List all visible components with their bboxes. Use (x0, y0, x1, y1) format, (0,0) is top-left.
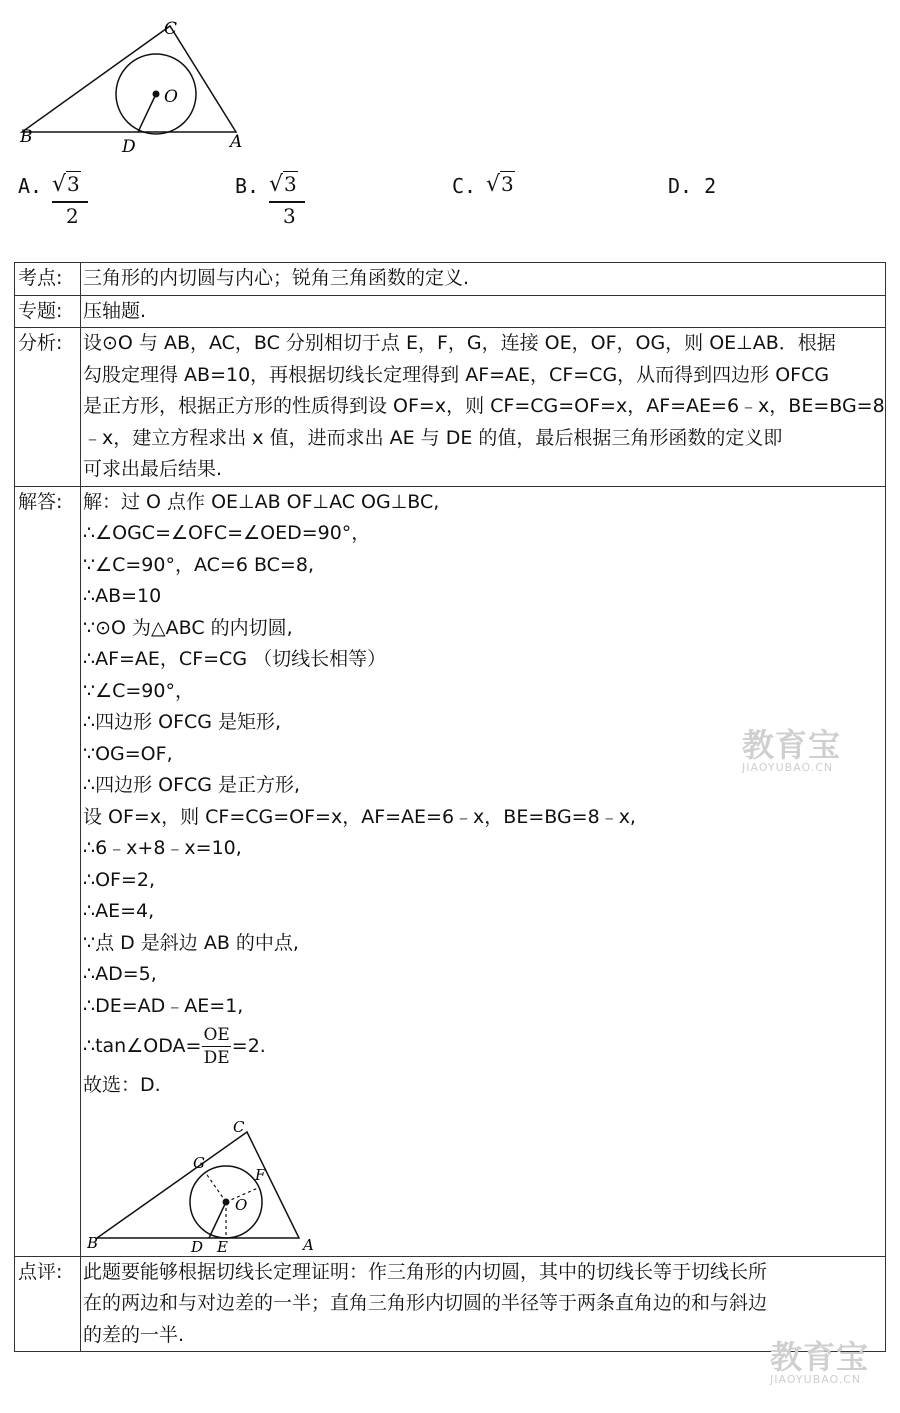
jieda-line: ∵⊙O 为△ABC 的内切圆, (83, 616, 293, 639)
header-jieda: 解答: (15, 486, 81, 1256)
choice-d-value: 2 (704, 174, 717, 198)
dianping-line: 在的两边和与对边差的一半；直角三角形内切圆的半径等于两条直角边的和与斜边 (83, 1292, 768, 1314)
choice-d-label: D. (668, 174, 693, 198)
label-d: D (122, 137, 136, 154)
choose-answer: 故选：D. (83, 1074, 161, 1096)
jieda-line: ∴∠OGC=∠OFC=∠OED=90°， (83, 522, 371, 544)
choice-b-denominator: 3 (283, 204, 296, 228)
jieda-line: ∴AE=4, (83, 900, 155, 922)
zhuanti-text: 压轴题. (83, 299, 147, 322)
fenxi-line: 是正方形，根据正方形的性质得到设 OF=x，则 CF=CG=OF=x，AF=AE=6﹣x，BE=BG=8 (83, 395, 885, 417)
fig2-label-a: A (303, 1235, 314, 1254)
choice-a-label: A. (18, 174, 43, 198)
choice-c-label: C. (452, 174, 477, 198)
header-fenxi: 分析: (15, 328, 81, 487)
fig2-label-f: F (255, 1165, 266, 1184)
jieda-line: ∴OF=2, (83, 868, 156, 891)
jieda-line: ∵点 D 是斜边 AB 的中点, (83, 931, 299, 954)
jieda-line: ∴四边形 OFCG 是正方形, (83, 774, 301, 796)
watermark-logo: 教育宝 JIAOYUBAO.CN (742, 726, 842, 774)
label-b: B (20, 127, 33, 147)
fenxi-line: 勾股定理得 AB=10，再根据切线长定理得到 AF=AE，CF=CG，从而得到四边形 OFCG (83, 363, 830, 386)
jieda-line: ∵OG=OF, (83, 742, 173, 765)
row-dianping (15, 1256, 886, 1352)
jieda-line: ∵∠C=90°，AC=6 BC=8, (83, 553, 314, 576)
dianping-line: 此题要能够根据切线长定理证明：作三角形的内切圆，其中的切线长等于切线长所 (83, 1260, 768, 1283)
row-fenxi (15, 328, 886, 487)
choice-a-radicand: 3 (67, 172, 80, 196)
jieda-line: ∴AD=5, (83, 963, 157, 985)
triangle-incircle-figure (14, 14, 284, 154)
header-dianping: 点评: (15, 1256, 81, 1352)
jieda-line: ∵∠C=90°， (83, 679, 194, 702)
fenxi-line: ﹣x，建立方程求出 x 值，进而求出 AE 与 DE 的值，最后根据三角形函数的定义即 (83, 426, 783, 449)
tan-denominator: DE (203, 1048, 230, 1068)
row-kaodian (15, 263, 886, 296)
choice-c-radicand: 3 (501, 172, 514, 196)
kaodian-text: 三角形的内切圆与内心；锐角三角函数的定义. (83, 267, 470, 289)
fenxi-line: 可求出最后结果. (83, 458, 223, 480)
fig2-label-e: E (217, 1237, 228, 1256)
fig2-label-g: G (193, 1153, 205, 1172)
fenxi-line: 设⊙O 与 AB，AC，BC 分别相切于点 E，F，G，连接 OE，OF，OG，则 OE⊥AB．根据 (83, 332, 836, 354)
watermark-logo: 教育宝 JIAOYUBAO.CN (770, 1338, 870, 1386)
fig2-label-c: C (233, 1117, 245, 1136)
dianping-line: 的差的一半. (83, 1323, 185, 1346)
solution-table (14, 262, 886, 1352)
row-jieda (15, 486, 886, 1256)
solution-figure (87, 1106, 327, 1256)
jieda-line: 设 OF=x，则 CF=CG=OF=x，AF=AE=6﹣x，BE=BG=8﹣x, (83, 805, 636, 828)
label-o: O (164, 87, 178, 107)
answer-choices: A. √3 2 B. √3 3 C. √3 D. 2 (18, 172, 717, 228)
jieda-line: ∴6﹣x+8﹣x=10, (83, 837, 242, 859)
label-c: C (164, 19, 178, 39)
tan-equation: ∴tan∠ODA= $\frac{OE}{DE}$ =2. (83, 1025, 266, 1068)
jieda-line: 解：过 O 点作 OE⊥AB OF⊥AC OG⊥BC, (83, 490, 440, 513)
fig2-label-b: B (87, 1233, 99, 1252)
choice-b-label: B. (235, 174, 260, 198)
jieda-line: ∴四边形 OFCG 是矩形, (83, 711, 282, 733)
jieda-line: ∴DE=AD﹣AE=1, (83, 994, 244, 1017)
tan-numerator: OE (203, 1025, 230, 1045)
label-a: A (230, 132, 243, 152)
choice-b-radicand: 3 (284, 172, 297, 196)
jieda-line: ∴AB=10 (83, 585, 162, 607)
fig2-label-o: O (235, 1195, 248, 1214)
row-zhuanti (15, 295, 886, 328)
header-kaodian: 考点: (15, 263, 81, 296)
jieda-line: ∴AF=AE，CF=CG （切线长相等） (83, 648, 387, 670)
fig2-label-d: D (191, 1237, 204, 1256)
choice-a-denominator: 2 (66, 204, 79, 228)
header-zhuanti: 专题: (15, 295, 81, 328)
